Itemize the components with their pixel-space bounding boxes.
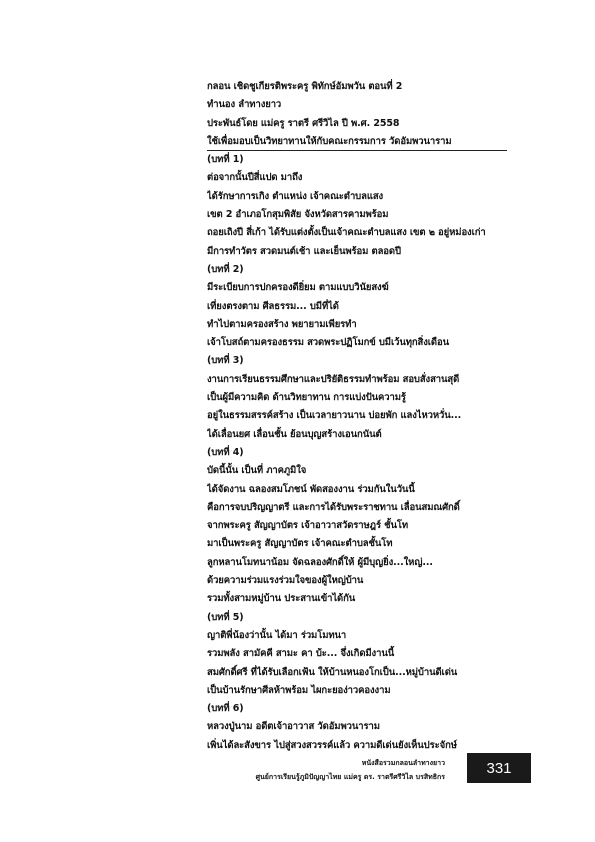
poem-genre: ทำนอง ลำทางยาว [207, 99, 282, 111]
poem-line: อยู่ในธรรมสรรค์สร้าง เป็นเวลายาวนาน บ่อยพัก แลงไหวหวั่น... [207, 410, 462, 422]
poem-line: จากพระครู สัญญาบัตร เจ้าอาวาสวัดราษฎร์ ชั้นโท [207, 520, 409, 532]
poem-line: สมศักดิ์ศรี ที่ได้รับเลือกเฟ้น ให้บ้านหนองโกเป็น...หมู่บ้านดีเด่น [207, 666, 458, 678]
poem-line: มาเป็นพระครู สัญญาบัตร เจ้าคณะตำบลชั้นโท [207, 538, 393, 550]
poem-author: ประพันธ์โดย แม่ครู ราตรี ศรีวิไล ปี พ.ศ. 2558 [207, 117, 400, 129]
poem-line: บัดนี้นั้น เป็นที่ ภาคภูมิใจ [207, 465, 307, 477]
poem-line: เพิ่นได้ละสังขาร ไปสู่สวงสวรรค์แล้ว ความดีเด่นยังเห็นประจักษ์ [207, 739, 457, 751]
poem-line: เป็นผู้มีความคิด ด้านวิทยาทาน การแบ่งปันความรู้ [207, 392, 406, 404]
poem-line: มีการทำวัตร สวดมนต์เช้า และเย็นพร้อม ตลอดปี [207, 245, 401, 257]
poem-line: มีระเบียบการปกครองดียิ่ยม ตามแบบวินัยสงฆ์ [207, 282, 389, 294]
poem-title: กลอน เชิดชูเกียรติพระครู พิทักษ์อัมพวัน ตอนที่ 2 [207, 81, 403, 92]
footer-book-title: หนังสือรวมกลอนลำทางยาว [361, 759, 445, 767]
poem-block [207, 78, 507, 755]
poem-line: หลวงปู่นาม อดีตเจ้าอาวาส วัดอัมพวนาราม [207, 721, 380, 733]
stanza-heading: (บทที่ 4) [207, 446, 244, 458]
poem-line: ด้วยความร่วมแรงร่วมใจของผู้ใหญ่บ้าน [207, 575, 364, 587]
stanza-heading: (บทที่ 6) [207, 703, 244, 715]
poem-line: งานการเรียนธรรมศึกษาและปริยัติธรรมทำพร้อม สอบสั่งสานสุดี [207, 373, 460, 385]
poem-line: รวมพลัง สามัคคี สามะ คา บ้ะ... จึ่งเกิดมีงานนี้ [207, 648, 395, 660]
poem-lines [207, 151, 507, 755]
stanza-heading: (บทที่ 1) [207, 154, 244, 166]
poem-line: ลูกหลานโมทนาน้อม จัดฉลองศักดิ์ให้ ผู้มีบุญยิ่ง...ใหญ่... [207, 556, 433, 568]
poem-line: ได้จัดงาน ฉลองสมโภชน์ พัดสองงาน ร่วมกันในวันนี้ [207, 483, 415, 495]
footer-center-name: ศูนย์การเรียนรู้ภูมิปัญญาไทย แม่ครู ดร. ราตรีศรีวิไล บรสิทธิกร [255, 773, 445, 781]
stanza-heading: (บทที่ 2) [207, 263, 244, 275]
poem-line: คือการจบปริญญาตรี และการได้รับพระราชทาน เลื่อนสมณศักดิ์ [207, 501, 460, 513]
poem-line: รวมทั้งสามหมู่บ้าน ประสานเข้าได้กัน [207, 593, 356, 605]
header-rule [207, 150, 507, 151]
poem-dedication: ใช้เพื่อมอบเป็นวิทยาทานให้กับคณะกรรมการ วัดอัมพวนาราม [207, 135, 452, 147]
poem-line: ทำไปตามครองสร้าง พยายามเพียรทำ [207, 318, 357, 330]
poem-line: เจ้าโบสถ์ตามครองธรรม สวดพระปฏิโมกข์ บมีเว้นทุกสิ่งเดือน [207, 337, 450, 349]
poem-line: ญาติพี่น้องว่านั้น ได้มา ร่วมโมทนา [207, 629, 347, 641]
stanza-heading: (บทที่ 3) [207, 355, 244, 367]
page-number: 331 [467, 753, 531, 783]
stanza-heading: (บทที่ 5) [207, 611, 244, 623]
poem-line: ได้เลื่อนยศ เลื่อนชั้น ย้อนบุญสร้างเอนกนันต์ [207, 428, 382, 440]
poem-line: ถอยเถิงปี สี่เก้า ได้รับแต่งตั้งเป็นเจ้าคณะตำบลแสง เขต ๒ อยู่หม่องเก่า [207, 227, 486, 239]
poem-line: ได้รักษาการเกิง ตำแหน่ง เจ้าคณะตำบลแสง [207, 190, 384, 202]
poem-line: เที่ยงตรงตาม ศีลธรรม... บมีที่ได้ [207, 300, 339, 312]
poem-line: เป็นบ้านรักษาศีลห้าพร้อม ไผกะยอง่าวคองงาม [207, 684, 391, 696]
poem-line: เขต 2 อำเภอโกสุมพิสัย จังหวัดสารคามพร้อม [207, 209, 389, 221]
poem-line: ต่อจากนั้นปีสี่แปด มาถึง [207, 172, 303, 184]
